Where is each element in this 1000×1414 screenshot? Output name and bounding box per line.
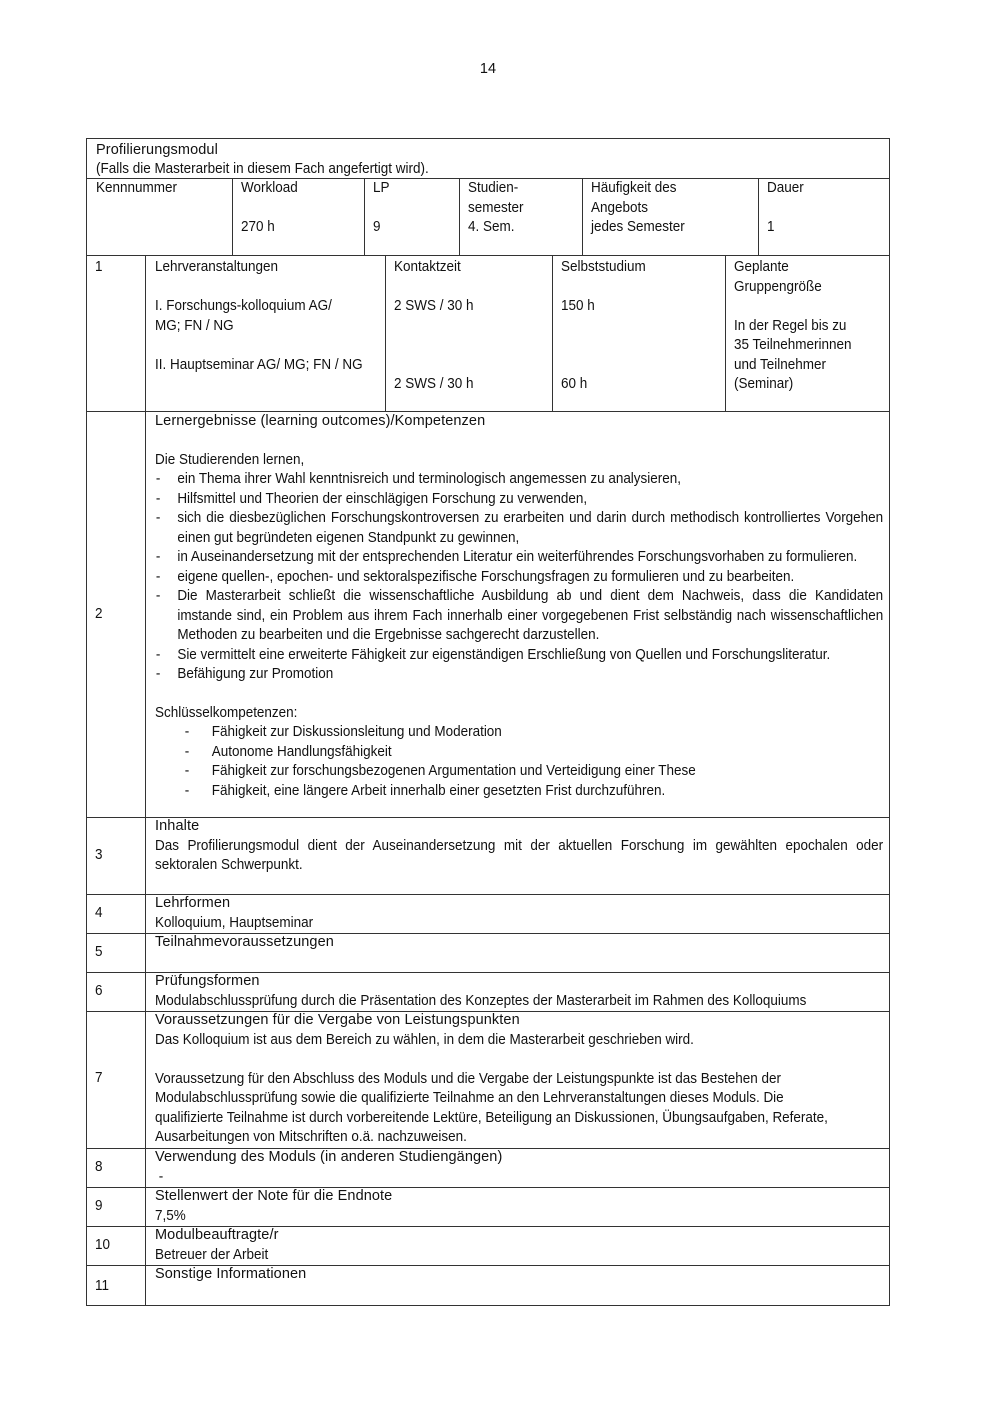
module-detail-table bbox=[86, 256, 890, 1306]
inhalte-heading: Inhalte bbox=[155, 818, 200, 834]
row1-number: 1 bbox=[95, 259, 103, 275]
leistungspunkte-heading: Voraussetzungen für die Vergabe von Leistungspunkten bbox=[155, 1012, 520, 1028]
stellenwert-text: 7,5% bbox=[155, 1207, 186, 1224]
workload-value: 270 h bbox=[241, 219, 275, 235]
leistungspunkte-text2-line1: Voraussetzung für den Abschluss des Moduls und die Vergabe der Leistungspunkte ist das Bestehen der bbox=[155, 1070, 781, 1087]
module-title: Profilierungsmodul bbox=[96, 142, 218, 158]
row5-number: 5 bbox=[95, 944, 103, 960]
teilnahmevoraussetzungen-heading: Teilnahmevoraussetzungen bbox=[155, 934, 334, 950]
leistungspunkte-text2-line4: Ausarbeitungen von Mitschriften o.ä. nachzuweisen. bbox=[155, 1129, 467, 1145]
outcome-item: - Die Masterarbeit schließt die wissenschaftliche Ausbildung ab und dient dem Nachweis, dass die Kandidaten imstande sind, ein Problem aus ihrem Fach innerhalb einer vorgegebenen Frist selbständig nach wissenschaftlichen Methoden zu bearbeiten und die Ergebnisse sachgerecht darzustellen. bbox=[155, 587, 883, 646]
row11-number: 11 bbox=[95, 1278, 110, 1294]
dauer-label: Dauer bbox=[767, 180, 804, 196]
studiensemester-label: Studien- semester 4. Sem. bbox=[468, 179, 523, 238]
gruppengroesse-cell: Geplante Gruppengröße In der Regel bis zu 35 Teilnehmerinnen und Teilnehmer (Seminar) bbox=[734, 259, 852, 392]
pruefungsformen-text: Modulabschlussprüfung durch die Präsentation des Konzeptes der Masterarbeit im Rahmen des Kolloquiums bbox=[155, 992, 807, 1009]
haeufigkeit-value: jedes Semester bbox=[591, 219, 685, 235]
lp-label: LP bbox=[373, 180, 390, 196]
row2-number: 2 bbox=[95, 606, 103, 622]
lehrformen-text: Kolloquium, Hauptseminar bbox=[155, 914, 314, 931]
inhalte-cell bbox=[155, 817, 883, 876]
outcomes-list bbox=[155, 470, 883, 685]
outcome-item: - Befähigung zur Promotion bbox=[155, 665, 883, 685]
row8-number: 8 bbox=[95, 1159, 103, 1175]
lernergebnisse-cell bbox=[155, 412, 883, 801]
outcome-item: - Hilfsmittel und Theorien der einschlägigen Forschung zu verwenden, bbox=[155, 490, 883, 510]
verwendung-text: - bbox=[158, 1168, 164, 1185]
key-competence-list bbox=[155, 723, 883, 801]
leistungspunkte-text2-line2: Modulabschlussprüfung sowie die qualifizierte Teilnahme an den Lehrveranstaltungen dieses Moduls. Die bbox=[155, 1090, 784, 1106]
row3-number: 3 bbox=[95, 847, 103, 863]
row4-number: 4 bbox=[95, 905, 103, 921]
module-header-table bbox=[86, 138, 890, 256]
selbststudium-cell: Selbststudium 150 h 60 h bbox=[561, 259, 646, 392]
modulbeauftragte-text: Betreuer der Arbeit bbox=[155, 1246, 269, 1263]
page-number: 14 bbox=[479, 61, 497, 77]
row9-number: 9 bbox=[95, 1198, 103, 1214]
pruefungsformen-heading: Prüfungsformen bbox=[155, 973, 260, 989]
inhalte-text: Das Profilierungsmodul dient der Auseinandersetzung mit der aktuellen Forschung im gewählten epochalen oder sektoralen Schwerpunkt. bbox=[155, 837, 884, 873]
workload-label: Workload bbox=[241, 180, 298, 196]
outcome-item: - in Auseinandersetzung mit der entsprechenden Literatur ein weiterführendes Forschungsvorhaben zu formulieren. bbox=[155, 548, 883, 568]
key-competence-item: - Fähigkeit zur forschungsbezogenen Argumentation und Verteidigung einer These bbox=[183, 762, 883, 782]
stellenwert-heading: Stellenwert der Note für die Endnote bbox=[155, 1188, 393, 1204]
verwendung-heading: Verwendung des Moduls (in anderen Studiengängen) bbox=[155, 1149, 503, 1165]
modulbeauftragte-heading: Modulbeauftragte/r bbox=[155, 1227, 279, 1243]
key-competence-heading: Schlüsselkompetenzen: bbox=[155, 704, 298, 721]
row10-number: 10 bbox=[95, 1237, 111, 1253]
key-competence-item: - Fähigkeit, eine längere Arbeit innerhalb einer gesetzten Frist durchzuführen. bbox=[183, 782, 883, 802]
lernergebnisse-intro: Die Studierenden lernen, bbox=[155, 451, 305, 468]
leistungspunkte-text2-line3: qualifizierte Teilnahme ist durch vorbereitende Lektüre, Beteiligung an Diskussionen, Übungsaufgaben, Referate, bbox=[155, 1109, 828, 1126]
row7-number: 7 bbox=[95, 1070, 103, 1086]
module-subtitle: (Falls die Masterarbeit in diesem Fach angefertigt wird). bbox=[96, 161, 429, 177]
lehrformen-heading: Lehrformen bbox=[155, 895, 231, 911]
outcome-item: - eigene quellen-, epochen- und sektoralspezifische Forschungsfragen zu formulieren und zu bearbeiten. bbox=[155, 568, 883, 588]
dauer-value: 1 bbox=[767, 219, 775, 235]
lp-value: 9 bbox=[373, 219, 381, 235]
haeufigkeit-label: Häufigkeit des Angebots jedes Semester bbox=[591, 179, 685, 238]
sonstige-heading: Sonstige Informationen bbox=[155, 1266, 307, 1282]
studiensemester-value: 4. Sem. bbox=[468, 219, 515, 235]
kennnummer-label: Kennnummer bbox=[96, 180, 177, 196]
outcome-item: - Sie vermittelt eine erweiterte Fähigkeit zur eigenständigen Erschließung von Quellen und Forschungsliteratur. bbox=[155, 646, 883, 666]
outcome-item: - sich die diesbezüglichen Forschungskontroversen zu erarbeiten und darin durch methodisch kontrolliertes Vorgehen einen gut begründeten eigenen Standpunkt zu gewinnen, bbox=[155, 509, 883, 548]
key-competence-item: - Fähigkeit zur Diskussionsleitung und Moderation bbox=[183, 723, 883, 743]
lernergebnisse-heading: Lernergebnisse (learning outcomes)/Kompetenzen bbox=[155, 413, 486, 429]
lehrveranstaltungen-cell: Lehrveranstaltungen I. Forschungs-kolloquium AG/ MG; FN / NG II. Hauptseminar AG/ MG; FN / NG bbox=[155, 259, 363, 373]
outcome-item: - ein Thema ihrer Wahl kenntnisreich und terminologisch angemessen zu analysieren, bbox=[155, 470, 883, 490]
kontaktzeit-cell: Kontaktzeit 2 SWS / 30 h 2 SWS / 30 h bbox=[394, 259, 474, 392]
key-competence-item: - Autonome Handlungsfähigkeit bbox=[183, 743, 883, 763]
row6-number: 6 bbox=[95, 983, 103, 999]
leistungspunkte-text1: Das Kolloquium ist aus dem Bereich zu wählen, in dem die Masterarbeit geschrieben wird. bbox=[155, 1031, 694, 1048]
